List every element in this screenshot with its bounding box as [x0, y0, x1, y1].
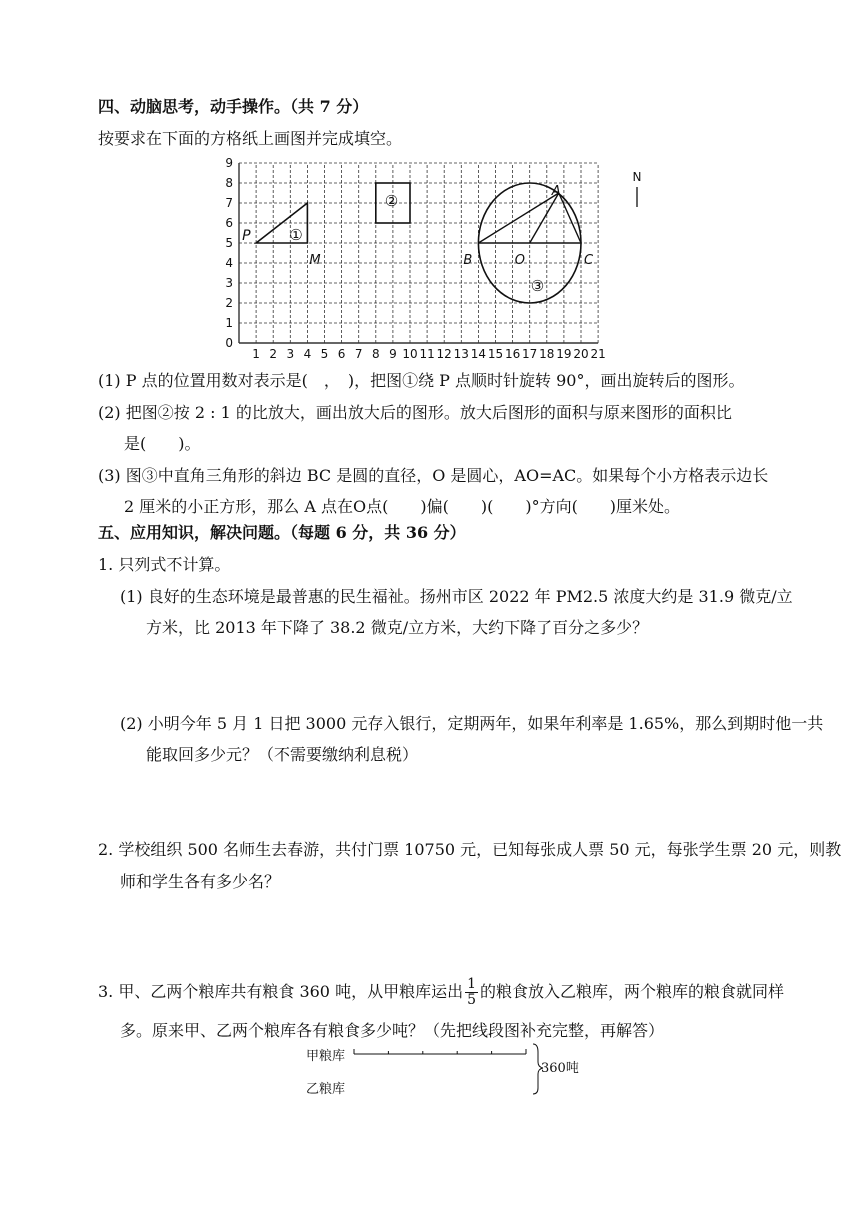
fraction-denominator: 5 [467, 992, 476, 1008]
y-tick-label: 3 [225, 276, 233, 290]
question-3-line2: 2 厘米的小正方形，那么 A 点在O点( )偏( )( )°方向( )厘米处。 [124, 497, 681, 516]
y-tick-label: 5 [225, 236, 233, 250]
section4-heading: 四、动脑思考，动手操作。（共 7 分） [98, 97, 369, 116]
x-tick-label: 21 [590, 347, 606, 361]
segment-jia-line [354, 1049, 526, 1054]
label-b: B [463, 253, 473, 268]
x-tick-label: 7 [354, 347, 363, 361]
x-tick-label: 14 [470, 347, 487, 361]
segment-total-label: 360吨 [541, 1061, 579, 1076]
x-tick-label: 5 [320, 347, 329, 361]
problem3-fraction [465, 977, 478, 1008]
fraction-numerator: 1 [467, 976, 476, 992]
x-tick-label: 15 [487, 347, 504, 361]
y-tick-label: 4 [225, 256, 233, 270]
x-tick-label: 20 [573, 347, 589, 361]
label-a: A [551, 184, 561, 199]
x-tick-label: 16 [504, 347, 521, 361]
x-tick-label: 4 [303, 347, 312, 361]
problem3-line2: 多。原来甲、乙两个粮库各有粮食多少吨？（先把线段图补充完整，再解答） [120, 1021, 665, 1040]
grid-figure [215, 155, 645, 365]
problem1-sub1-line2: 方米，比 2013 年下降了 38.2 微克/立方米，大约下降了百分之多少？ [146, 618, 649, 637]
label-p: P [242, 228, 251, 244]
label-m: M [309, 253, 321, 268]
x-tick-label: 10 [402, 347, 418, 361]
problem1-sub2-line2: 能取回多少元？（不需要缴纳利息税） [146, 745, 419, 764]
segment-diagram [350, 1040, 550, 1100]
segment-label-yi: 乙粮库 [306, 1082, 346, 1097]
problem1-sub2-line1: (2) 小明今年 5 月 1 日把 3000 元存入银行，定期两年，如果年利率是 1.65%，那么到期时他一共 [120, 714, 824, 733]
x-tick-label: 19 [556, 347, 572, 361]
y-tick-label: 9 [225, 156, 233, 170]
x-tick-label: 2 [269, 347, 278, 361]
x-tick-label: 9 [389, 347, 397, 361]
label-figure-3: ③ [530, 277, 545, 295]
x-tick-label: 12 [436, 347, 452, 361]
x-tick-label: 11 [419, 347, 435, 361]
problem3-line1 [98, 977, 784, 1008]
x-tick-label: 13 [453, 347, 469, 361]
problem2-line2: 师和学生各有多少名？ [120, 872, 281, 891]
x-tick-label: 1 [252, 347, 260, 361]
x-tick-label: 8 [371, 347, 380, 361]
problem3-text-a: 3. 甲、乙两个粮库共有粮食 360 吨，从甲粮库运出 [98, 982, 464, 1001]
grid-lines [239, 163, 598, 343]
label-figure-1: ① [289, 226, 303, 244]
y-tick-label: 2 [225, 296, 233, 310]
problem2-line1: 2. 学校组织 500 名师生去春游，共付门票 10750 元，已知每张成人票 50 元，每张学生票 20 元，则教 [98, 840, 842, 859]
label-figure-2: ② [384, 192, 399, 210]
north-label: N [632, 170, 642, 184]
problem1-sub1-line1: (1) 良好的生态环境是最普惠的民生福祉。扬州市区 2022 年 PM2.5 浓度大约是 31.9 微克/立 [120, 587, 793, 606]
segment-label-jia: 甲粮库 [306, 1049, 346, 1064]
question-3-line1: (3) 图③中直角三角形的斜边 BC 是圆的直径，O 是圆心，AO=AC。如果每个小方格表示边长 [98, 466, 769, 485]
segment-ca [559, 193, 581, 243]
segment-oa [530, 193, 559, 243]
label-c: C [584, 253, 594, 268]
question-2-line2: 是( )。 [124, 434, 201, 453]
y-tick-label: 0 [225, 336, 233, 350]
question-2-line1: (2) 把图②按 2 : 1 的比放大，画出放大后的图形。放大后图形的面积与原来图形的面积比 [98, 403, 732, 422]
x-tick-label: 17 [522, 347, 538, 361]
y-tick-label: 7 [225, 196, 233, 210]
x-tick-label: 6 [337, 347, 346, 361]
y-tick-label: 6 [225, 216, 233, 230]
problem3-text-b: 的粮食放入乙粮库，两个粮库的粮食就同样 [480, 982, 785, 1001]
y-tick-label: 1 [225, 316, 233, 330]
y-tick-label: 8 [225, 176, 233, 190]
question-1: (1) P 点的位置用数对表示是( ， )，把图①绕 P 点顺时针旋转 90°，画出旋转后的图形。 [98, 371, 745, 390]
x-tick-label: 3 [286, 347, 295, 361]
problem1-title: 1. 只列式不计算。 [98, 555, 231, 574]
x-tick-label: 18 [539, 347, 555, 361]
section4-instruction: 按要求在下面的方格纸上画图并完成填空。 [98, 129, 403, 148]
section5-heading: 五、应用知识，解决问题。（每题 6 分，共 36 分） [98, 523, 466, 542]
label-o: O [514, 253, 525, 268]
